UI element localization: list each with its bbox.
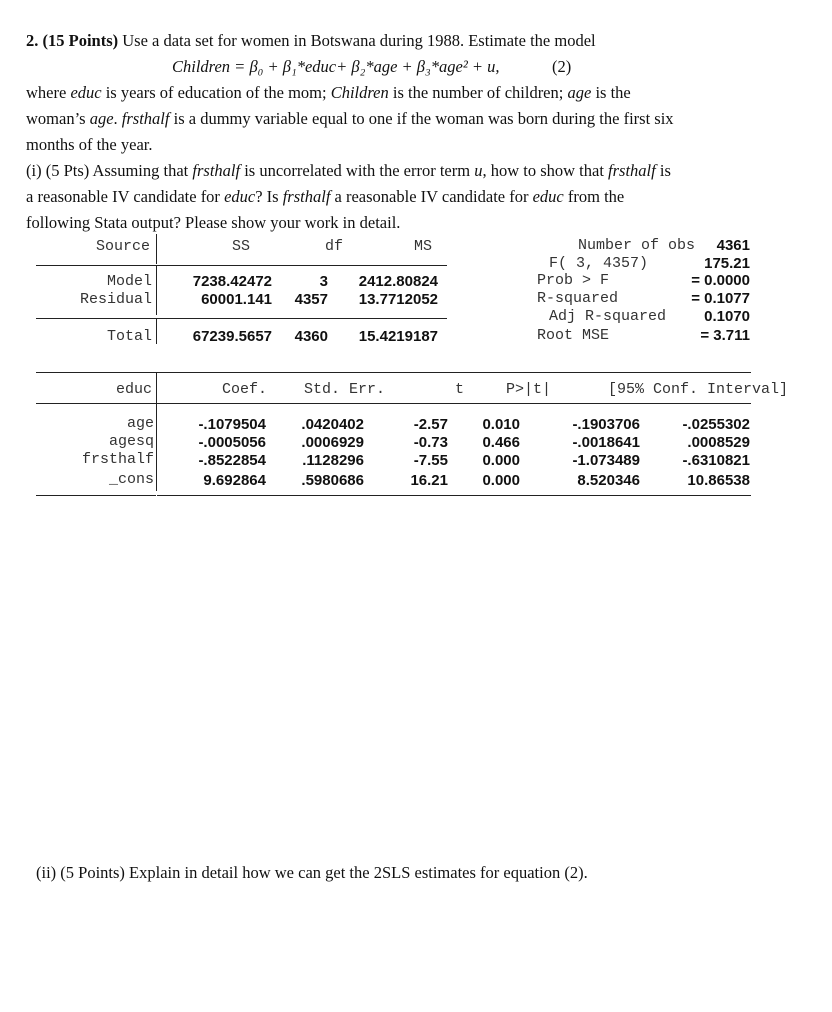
coef-t: -7.55 bbox=[413, 452, 448, 469]
stat-value: 0.1070 bbox=[704, 308, 750, 325]
part-i-line: a reasonable IV candidate for educ? Is frsthalf a reasonable IV candidate for educ from the bbox=[26, 187, 625, 206]
coef-p: 0.000 bbox=[482, 472, 520, 489]
part-i-line: following Stata output? Please show your work in detail. bbox=[26, 213, 401, 232]
coef-divider bbox=[156, 403, 157, 491]
coef-header: Std. Err. bbox=[304, 381, 386, 398]
anova-row-source: Model bbox=[106, 273, 152, 290]
coef-value: -.1079504 bbox=[198, 416, 266, 433]
coef-ci-high: .0008529 bbox=[687, 434, 750, 451]
question-title bbox=[26, 28, 596, 54]
coef-se: .1128296 bbox=[302, 452, 364, 469]
anova-row-ms: 2412.80824 bbox=[358, 273, 438, 290]
anova-divider bbox=[156, 318, 157, 344]
coef-se: .5980686 bbox=[301, 472, 364, 489]
coef-rule bbox=[157, 403, 751, 404]
coef-rule bbox=[36, 372, 156, 373]
anova-header-df: df bbox=[325, 238, 344, 255]
coef-p: 0.466 bbox=[482, 434, 520, 451]
coef-ci-low: 8.520346 bbox=[577, 472, 640, 489]
stat-label: R-squared bbox=[537, 290, 619, 307]
stat-value: = 3.711 bbox=[700, 327, 750, 344]
anova-row-source: Total bbox=[106, 328, 152, 345]
coef-rule bbox=[36, 403, 156, 404]
coef-header: t bbox=[455, 381, 465, 398]
model-equation: Children = β₀ + β₁*educ+ β₂*age + β₃*age² + u, bbox=[172, 57, 500, 76]
coef-header: [95% Conf. Interval] bbox=[608, 381, 789, 398]
anova-row-ms: 13.7712052 bbox=[358, 291, 438, 308]
stat-label: Number of obs bbox=[578, 237, 696, 254]
dep-var: educ bbox=[115, 381, 152, 398]
coef-header: Coef. bbox=[222, 381, 268, 398]
stat-value: = 0.1077 bbox=[691, 290, 750, 307]
description-line: woman’s age. frsthalf is a dummy variable equal to one if the woman was born during the first six bbox=[26, 109, 674, 128]
anova-row-df: 3 bbox=[319, 273, 328, 290]
anova-rule bbox=[36, 265, 156, 266]
coef-ci-high: -.6310821 bbox=[682, 452, 750, 469]
anova-divider bbox=[156, 234, 157, 264]
coef-t: 16.21 bbox=[410, 472, 448, 489]
anova-divider bbox=[156, 265, 157, 315]
description-line: months of the year. bbox=[26, 135, 153, 154]
equation-number: (2) bbox=[552, 57, 572, 76]
anova-row-df: 4357 bbox=[294, 291, 328, 308]
coef-divider bbox=[156, 372, 157, 404]
coef-rule bbox=[157, 372, 751, 373]
coef-value: -.8522854 bbox=[198, 452, 266, 469]
coef-value: 9.692864 bbox=[203, 472, 266, 489]
anova-row-df: 4360 bbox=[294, 328, 328, 345]
stat-value: 4361 bbox=[716, 237, 750, 254]
anova-rule bbox=[36, 318, 156, 319]
coef-var: age bbox=[126, 415, 154, 432]
coef-ci-low: -1.073489 bbox=[572, 452, 640, 469]
anova-row-ms: 15.4219187 bbox=[358, 328, 438, 345]
stat-value: = 0.0000 bbox=[691, 272, 750, 289]
anova-rule bbox=[157, 265, 447, 266]
stat-value: 175.21 bbox=[704, 255, 750, 272]
anova-row-ss: 60001.141 bbox=[201, 291, 272, 308]
coef-t: -2.57 bbox=[413, 416, 448, 433]
anova-row-ss: 7238.42472 bbox=[192, 273, 272, 290]
anova-header-ms: MS bbox=[414, 238, 433, 255]
coef-se: .0006929 bbox=[301, 434, 364, 451]
coef-ci-low: -.1903706 bbox=[572, 416, 640, 433]
coef-ci-high: -.0255302 bbox=[682, 416, 750, 433]
description-line: where educ is years of education of the mom; Children is the number of children; age is the bbox=[26, 83, 631, 102]
anova-header-ss: SS bbox=[232, 238, 251, 255]
anova-row-ss: 67239.5657 bbox=[192, 328, 272, 345]
coef-var: _cons bbox=[108, 471, 154, 488]
coef-rule bbox=[157, 495, 751, 496]
question-number: 2. bbox=[26, 31, 39, 50]
anova-header-source: Source bbox=[95, 238, 150, 255]
question-intro: Use a data set for women in Botswana during 1988. Estimate the model bbox=[122, 31, 596, 50]
coef-var: frsthalf bbox=[81, 451, 154, 468]
coef-ci-high: 10.86538 bbox=[687, 472, 750, 489]
part-i-line: (i) (5 Pts) Assuming that frsthalf is uncorrelated with the error term u, how to show that frsthalf is bbox=[26, 161, 671, 180]
anova-row-source: Residual bbox=[79, 291, 152, 308]
anova-rule bbox=[157, 318, 447, 319]
coef-rule bbox=[36, 495, 156, 496]
coef-p: 0.000 bbox=[482, 452, 520, 469]
question-points: (15 Points) bbox=[42, 31, 119, 50]
coef-value: -.0005056 bbox=[198, 434, 266, 451]
part-ii-question: (ii) (5 Points) Explain in detail how we can get the 2SLS estimates for equation (2). bbox=[36, 863, 588, 882]
question-body bbox=[26, 80, 720, 236]
coef-p: 0.010 bbox=[482, 416, 520, 433]
stat-label: Prob > F bbox=[537, 272, 610, 289]
coef-var: agesq bbox=[108, 433, 154, 450]
coef-ci-low: -.0018641 bbox=[572, 434, 640, 451]
stat-label: F( 3, 4357) bbox=[549, 255, 649, 272]
stat-label: Adj R-squared bbox=[549, 308, 667, 325]
coef-header: P>|t| bbox=[506, 381, 552, 398]
stat-label: Root MSE bbox=[537, 327, 610, 344]
coef-t: -0.73 bbox=[413, 434, 448, 451]
coef-se: .0420402 bbox=[301, 416, 364, 433]
